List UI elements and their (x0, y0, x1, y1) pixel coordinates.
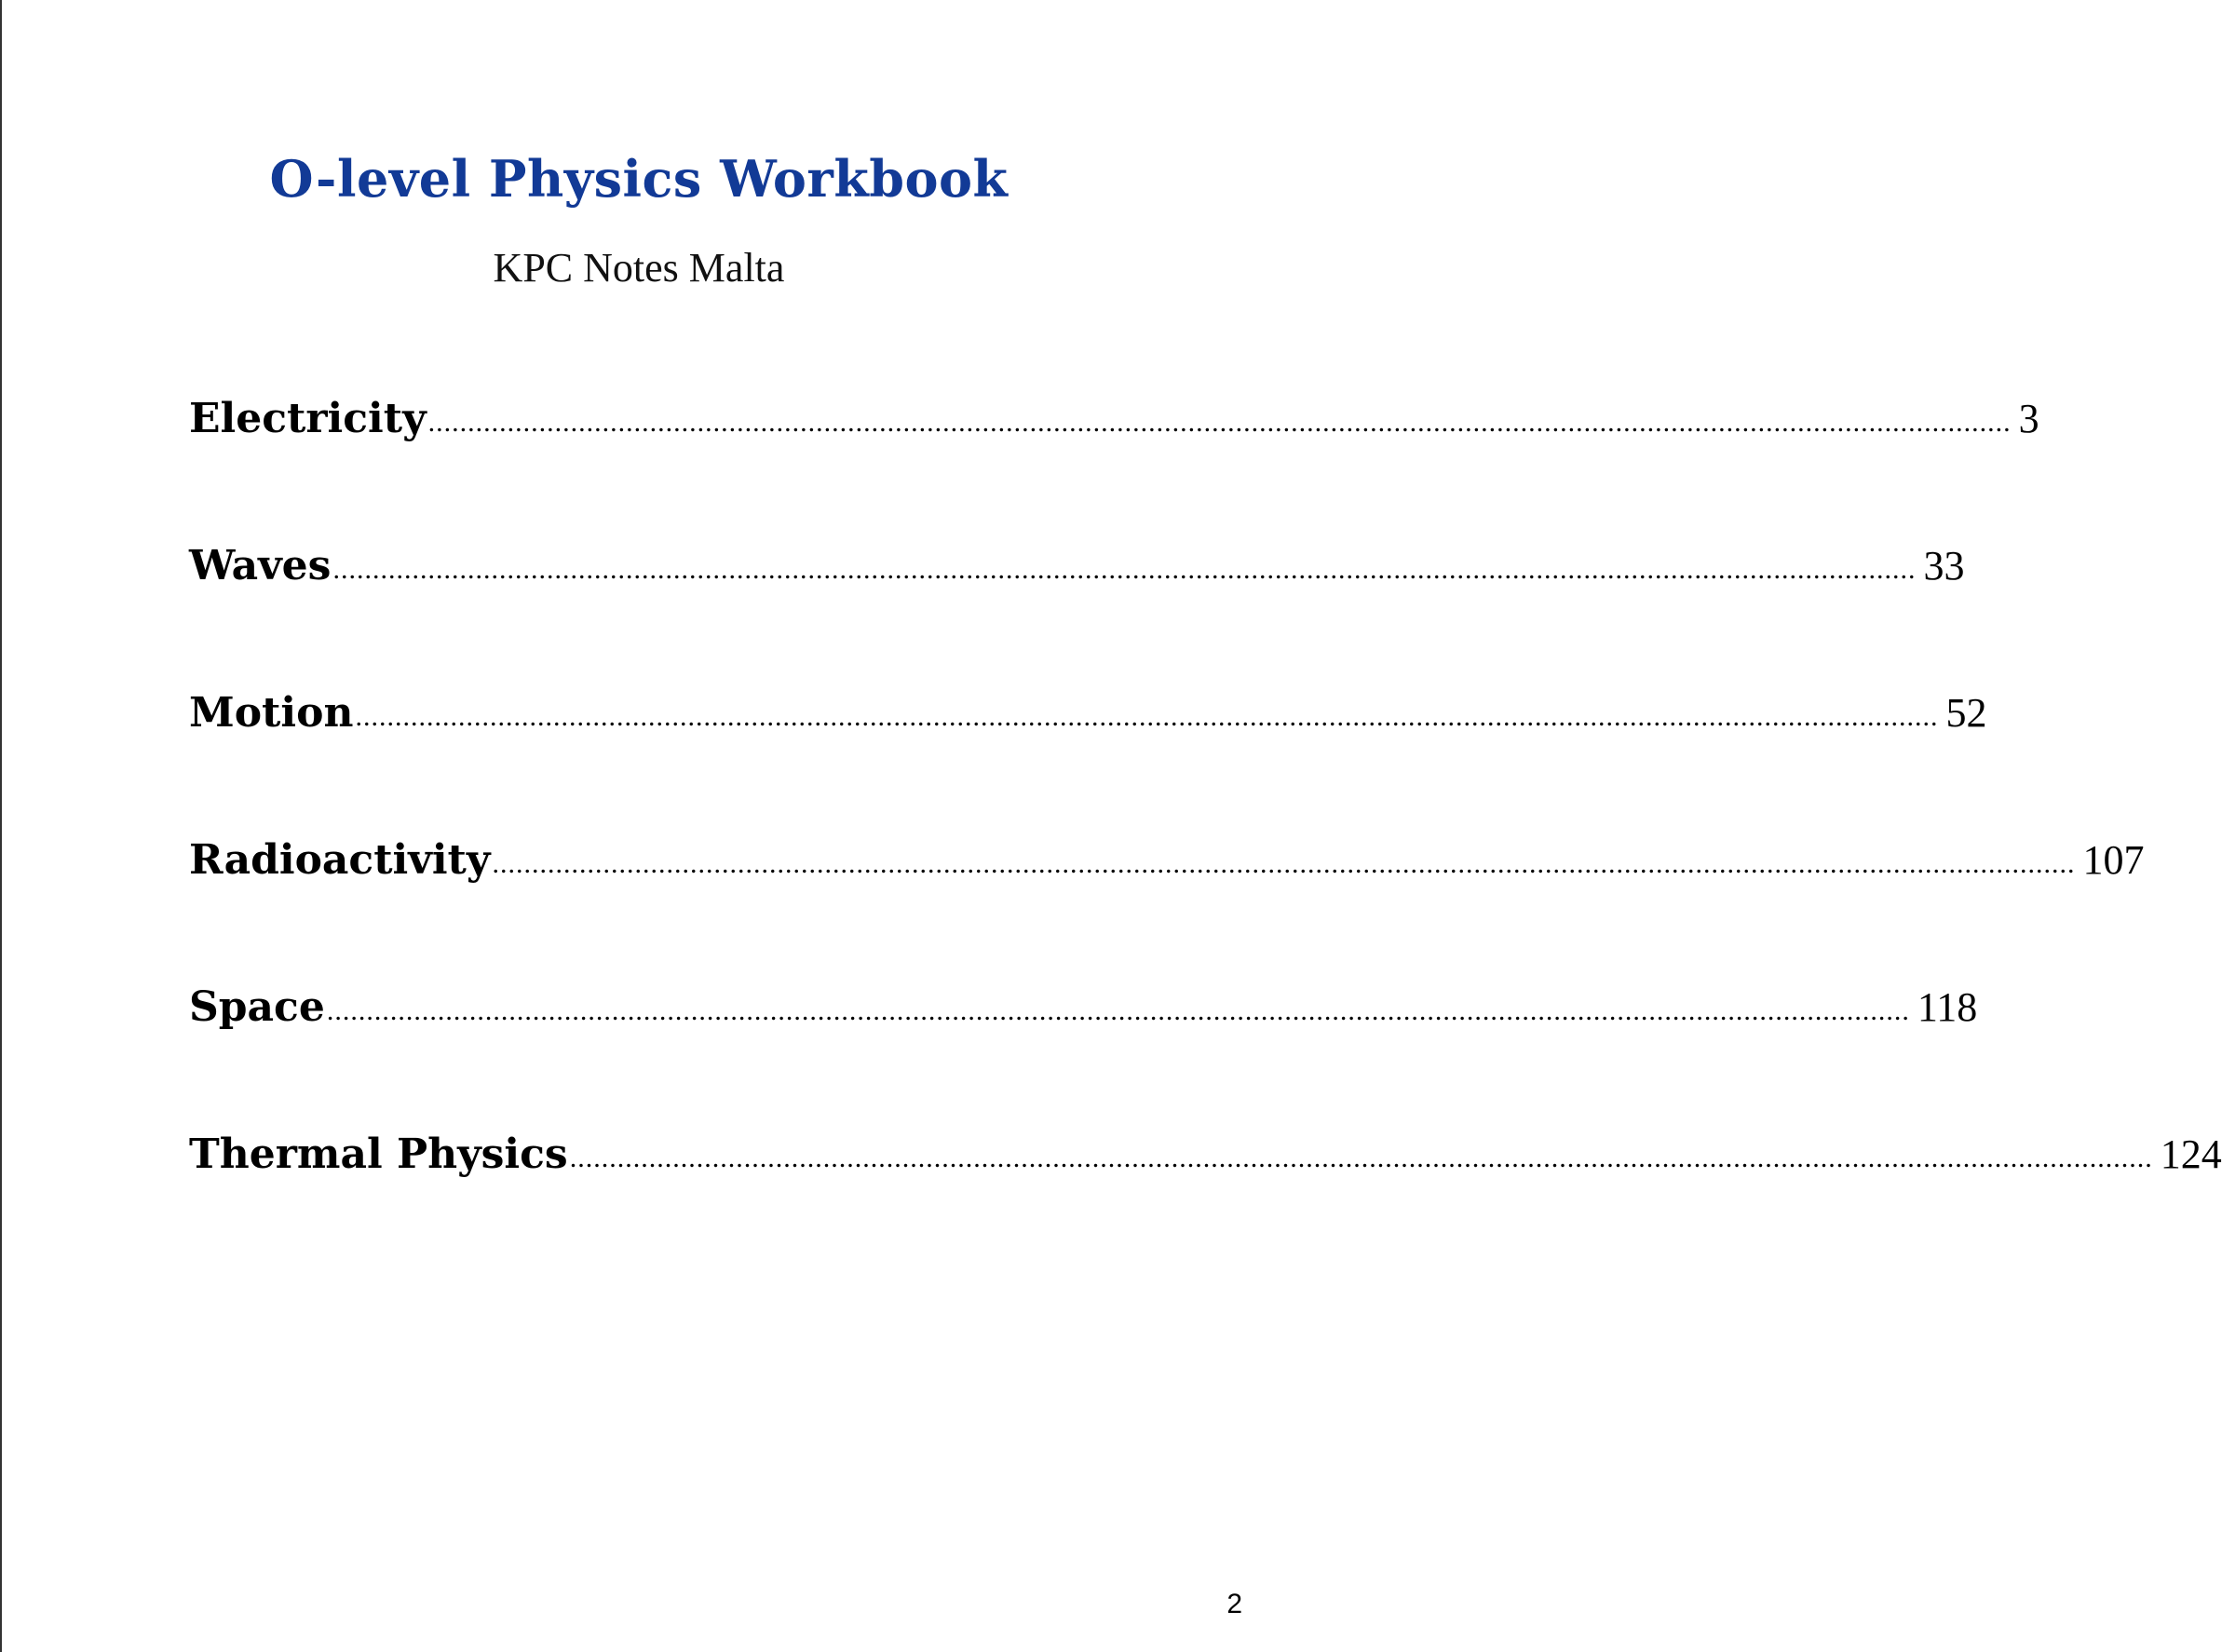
toc-entry-space[interactable] (189, 982, 1978, 1129)
toc-entry-label: Radioactivity (189, 836, 491, 884)
toc-entry-page: 52 (1945, 690, 1987, 736)
toc-dot-leader: ........................................................................................................................................................................................................ (355, 701, 1939, 732)
toc-entry-waves[interactable] (189, 540, 1965, 687)
toc-entry-page: 124 (2160, 1131, 2222, 1177)
toc-entry-label: Motion (189, 689, 354, 737)
toc-entry-label: Thermal Physics (189, 1131, 568, 1178)
toc-entry-motion[interactable] (189, 687, 1987, 834)
toc-dot-leader: ........................................................................................................................................................................................................ (427, 407, 2012, 438)
toc-entry-page: 107 (2082, 837, 2145, 883)
document-title: O-level Physics Workbook (269, 149, 1009, 209)
toc-entry-label: Waves (189, 542, 332, 589)
toc-entry-label: Space (189, 983, 325, 1031)
page-number: 2 (1226, 1589, 1242, 1619)
table-of-contents (189, 393, 2222, 1276)
toc-entry-electricity[interactable] (189, 393, 2039, 540)
toc-dot-leader: ........................................................................................................................................................................................................ (332, 554, 1917, 585)
document-subtitle: KPC Notes Malta (493, 245, 785, 291)
toc-entry-page: 118 (1917, 984, 1978, 1030)
toc-entry-label: Electricity (189, 395, 427, 442)
toc-dot-leader: ........................................................................................................................................................................................................ (569, 1143, 2153, 1173)
toc-entry-page: 33 (1923, 543, 1965, 589)
toc-entry-page: 3 (2018, 396, 2039, 441)
toc-dot-leader: ........................................................................................................................................................................................................ (326, 995, 1910, 1026)
toc-entry-radioactivity[interactable] (189, 834, 2145, 982)
toc-dot-leader: ........................................................................................................................................................................................................ (492, 848, 2076, 879)
toc-entry-thermal-physics[interactable] (189, 1129, 2222, 1276)
